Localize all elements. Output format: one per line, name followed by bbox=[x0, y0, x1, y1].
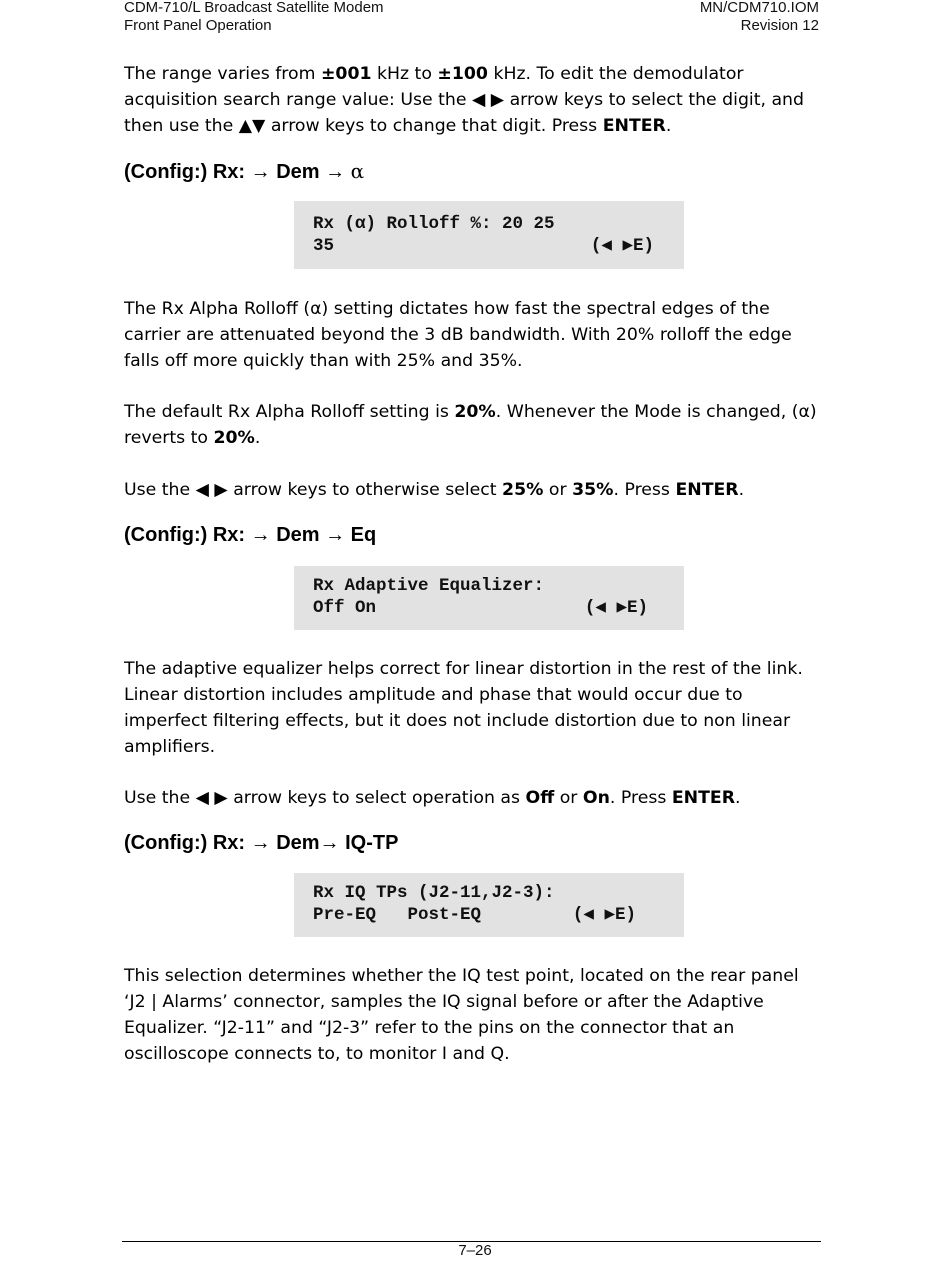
text-run: . Press bbox=[609, 788, 672, 808]
text-run: . Press bbox=[613, 480, 676, 500]
text-run: or bbox=[543, 480, 573, 500]
text-run: . bbox=[254, 428, 261, 448]
lcd-display-iqtp bbox=[294, 873, 684, 937]
bold-run: 20% bbox=[213, 428, 255, 448]
bold-run: ENTER bbox=[671, 788, 736, 808]
page-header-left bbox=[124, 0, 384, 35]
lcd-line-1: Rx (α) Rolloff %: 20 25 bbox=[313, 214, 555, 234]
heading-text: (Config:) Rx: → Dem → bbox=[124, 161, 351, 183]
bold-run: ENTER bbox=[602, 116, 666, 136]
lcd-key-hint: (◀ ▶E) bbox=[584, 598, 648, 618]
header-revision: Revision 12 bbox=[740, 17, 819, 34]
text-run: . bbox=[665, 116, 672, 136]
rolloff-description: The Rx Alpha Rolloff (α) setting dictates how fast the spectral edges of the carrier are attenuated beyond the 3 dB bandwidth. With 20% rolloff the edge falls off more quickly than with 25% and 35%. bbox=[124, 299, 792, 371]
section-heading-rolloff bbox=[124, 159, 364, 184]
lcd-line-2: Off On bbox=[313, 598, 377, 618]
rolloff-default-paragraph bbox=[124, 399, 824, 451]
text-run: kHz to bbox=[371, 64, 438, 84]
text-run: The default Rx Alpha Rolloff setting is bbox=[124, 402, 455, 422]
bold-run: 25% bbox=[502, 480, 544, 500]
text-run: . bbox=[738, 480, 745, 500]
bold-run: ±001 bbox=[320, 64, 372, 84]
text-run: . bbox=[735, 788, 741, 808]
section-heading-iqtp: (Config:) Rx: → Dem→ IQ-TP bbox=[124, 832, 399, 854]
text-run: . Whenever the Mode is changed, (α) reverts to bbox=[124, 402, 817, 448]
equalizer-description: The adaptive equalizer helps correct for linear distortion in the rest of the link. Linear distortion includes amplitude and phase that would occur due to imperfect filtering effects, but it does not include distortion due to non linear amplifiers. bbox=[124, 659, 803, 757]
lcd-line-2: Pre-EQ Post-EQ bbox=[313, 905, 482, 925]
text-run: kHz. To edit the demodulator acquisition search range value: Use the ◀ ▶ arrow keys to select the digit, and then use the ▲▼ arrow keys to change that digit. Press bbox=[124, 64, 804, 136]
bold-run: On bbox=[582, 788, 610, 808]
lcd-line-1: Rx Adaptive Equalizer: bbox=[313, 576, 545, 596]
iqtp-description: This selection determines whether the IQ test point, located on the rear panel ‘J2 | Alarms’ connector, samples the IQ signal before or after the Adaptive Equalizer. “J2-11” and “J2-3” refer to the pins on the connector that an oscilloscope connects to, to monitor I and Q. bbox=[124, 966, 799, 1064]
bold-run: 35% bbox=[572, 480, 614, 500]
text-run: The range varies from bbox=[124, 64, 321, 84]
bold-run: ENTER bbox=[675, 480, 739, 500]
equalizer-instructions bbox=[124, 785, 824, 811]
bold-run: Off bbox=[525, 788, 555, 808]
bold-run: 20% bbox=[454, 402, 496, 422]
section-heading-equalizer: (Config:) Rx: → Dem → Eq bbox=[124, 524, 377, 546]
lcd-key-hint: (◀ ▶E) bbox=[590, 236, 654, 256]
alpha-symbol: α bbox=[350, 159, 365, 183]
lcd-display-equalizer bbox=[294, 566, 684, 630]
header-title: CDM-710/L Broadcast Satellite Modem bbox=[124, 0, 384, 16]
lcd-display-rolloff bbox=[294, 201, 684, 269]
lcd-line-2: 35 bbox=[313, 236, 335, 256]
text-run: Use the ◀ ▶ arrow keys to select operation as bbox=[124, 788, 526, 808]
header-doc-id: MN/CDM710.IOM bbox=[699, 0, 819, 16]
header-subtitle: Front Panel Operation bbox=[124, 17, 272, 34]
page-header-right bbox=[700, 0, 819, 35]
text-run: Use the ◀ ▶ arrow keys to otherwise select bbox=[124, 480, 503, 500]
bold-run: ±100 bbox=[437, 64, 488, 84]
lcd-line-1: Rx IQ TPs (J2-11,J2-3): bbox=[313, 883, 555, 903]
text-run: or bbox=[554, 788, 583, 808]
rolloff-instructions bbox=[124, 477, 824, 503]
page-number: 7–26 bbox=[458, 1242, 492, 1259]
lcd-key-hint: (◀ ▶E) bbox=[572, 905, 636, 925]
intro-paragraph bbox=[124, 61, 824, 139]
